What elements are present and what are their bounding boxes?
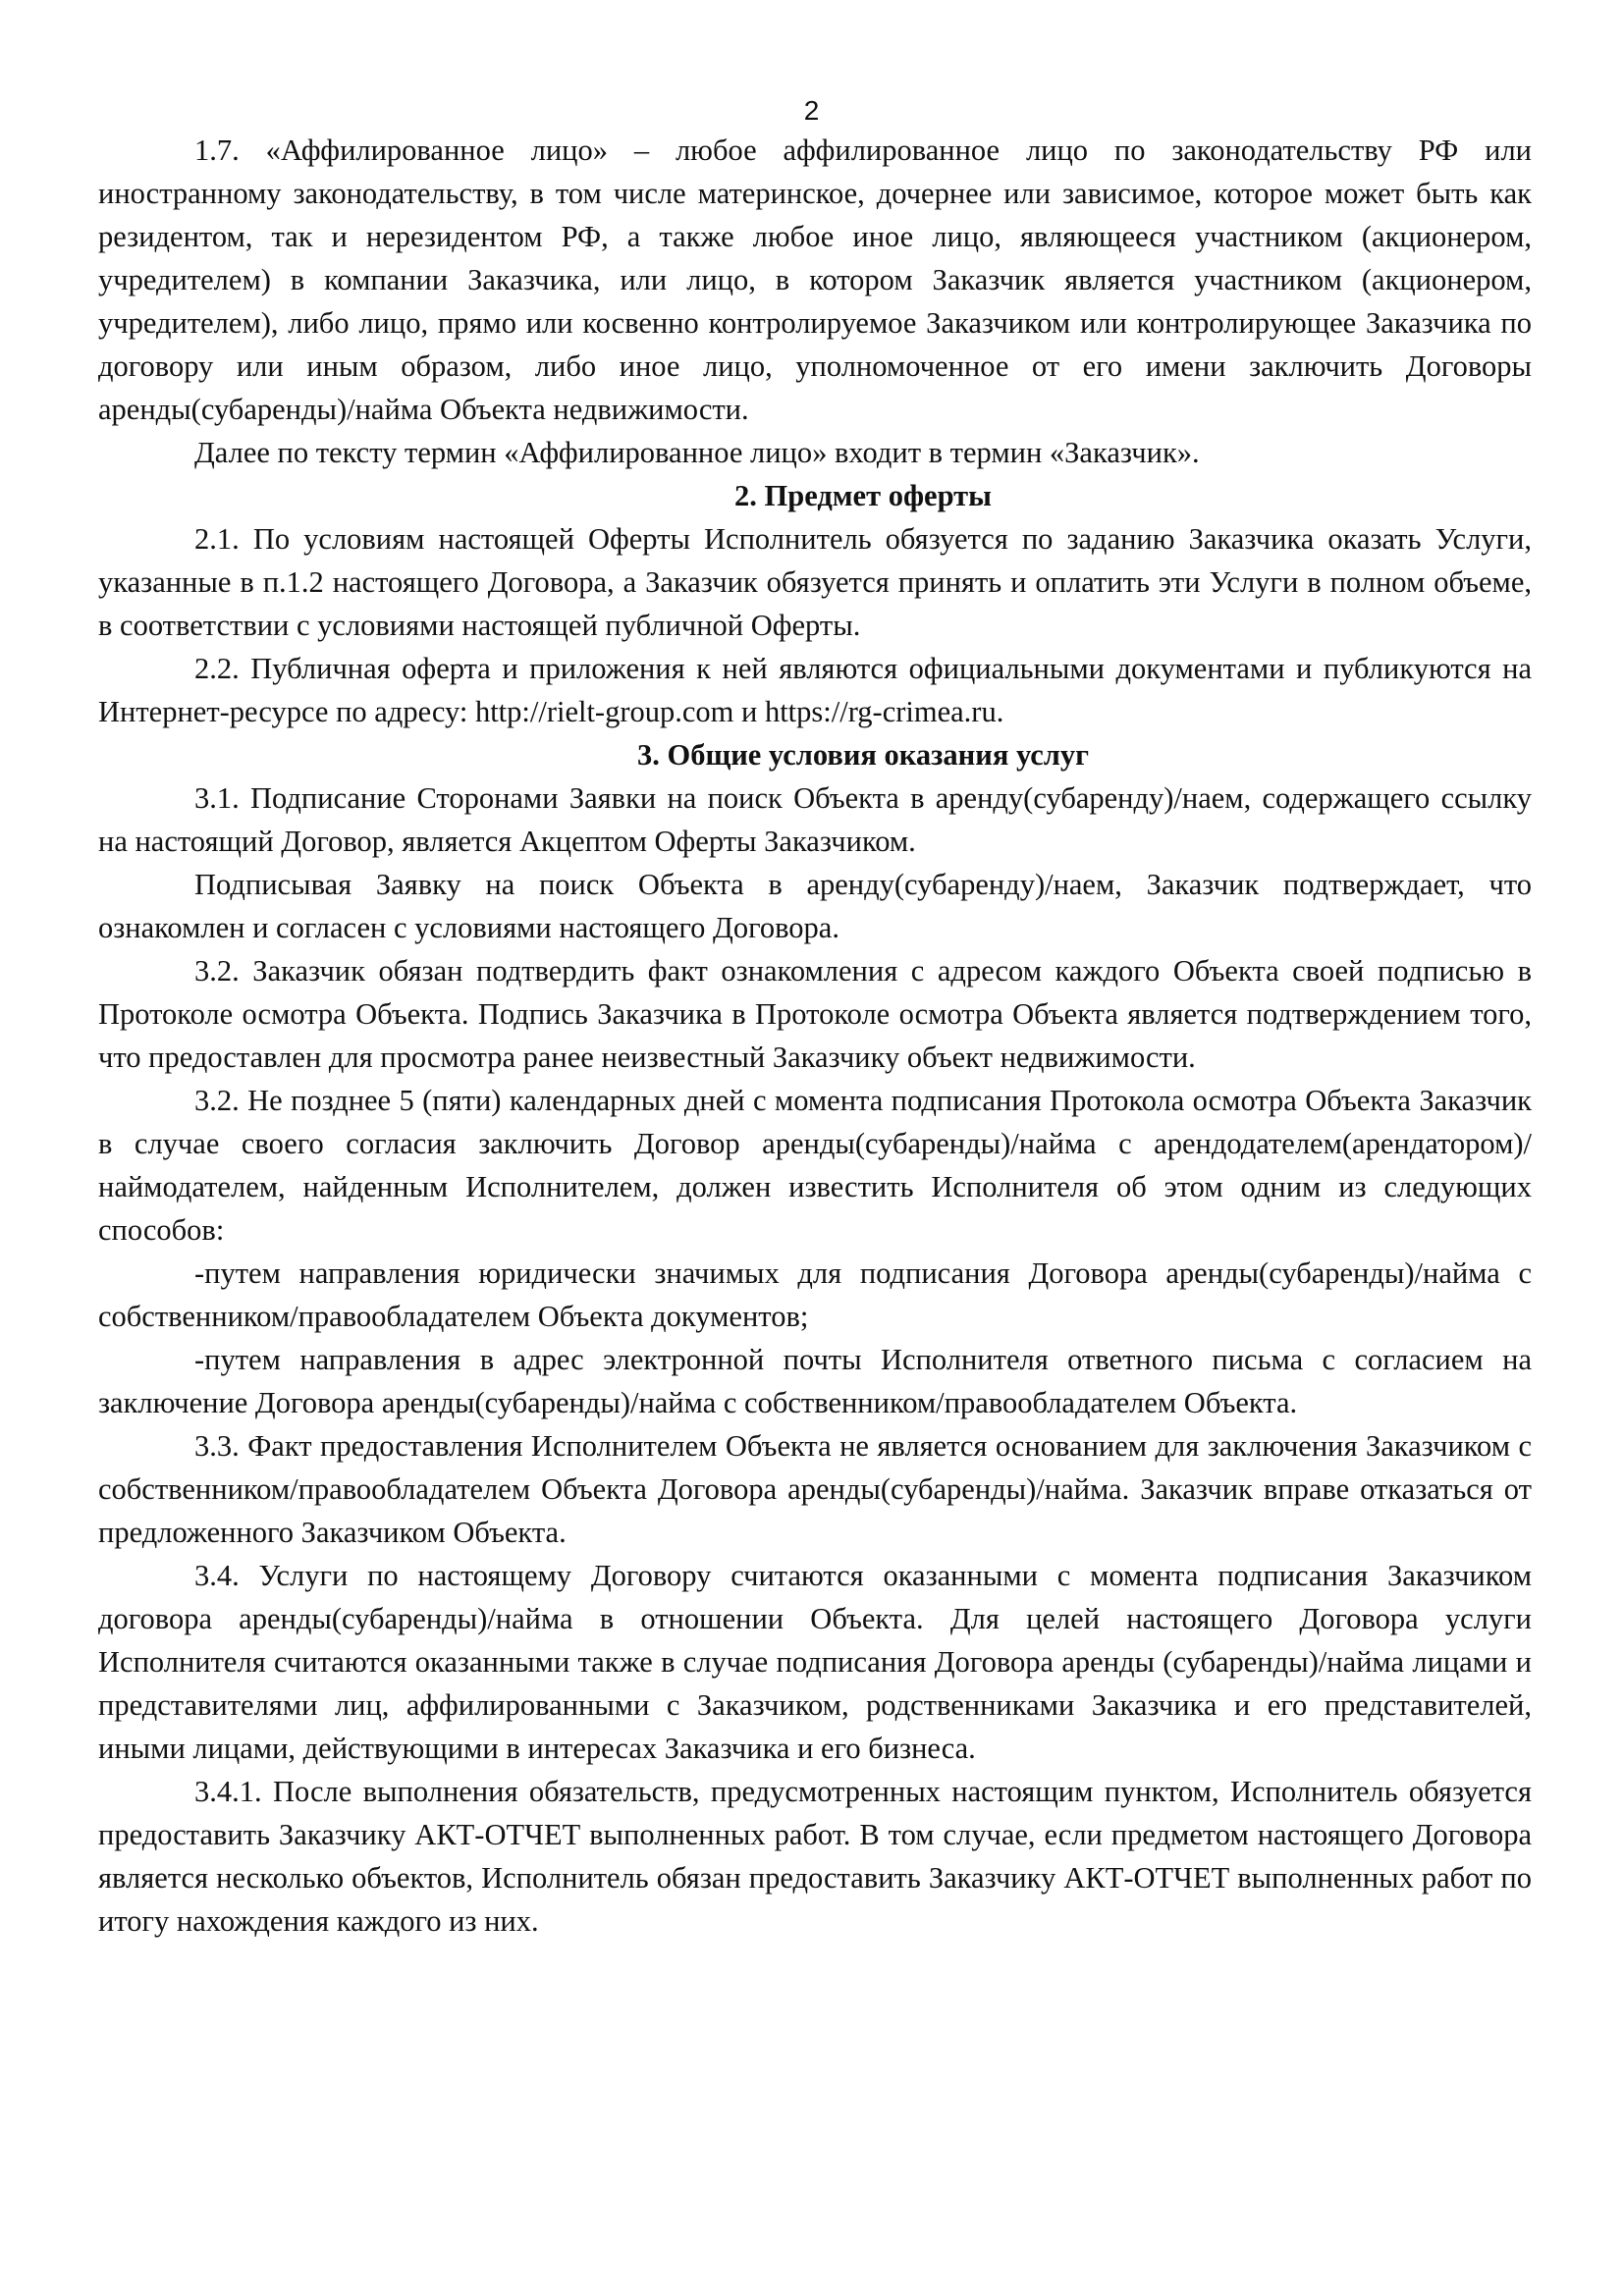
section-heading-2: 2. Предмет оферты bbox=[734, 479, 992, 512]
clause-2-1: 2.1. По условиям настоящей Оферты Исполнитель обязуется по заданию Заказчика оказать Услуги, указанные в п.1.2 настоящего Договора, а Заказчик обязуется принять и оплатить эти Услуги в полном объеме, в соответствии с условиями настоящей публичной Оферты. bbox=[98, 522, 1532, 642]
clause-3-4-1: 3.4.1. После выполнения обязательств, предусмотренных настоящим пунктом, Исполнитель обязуется предоставить Заказчику АКТ-ОТЧЕТ выполненных работ. В том случае, если предметом настоящего Договора является несколько объектов, Исполнитель обязан предоставить Заказчику АКТ-ОТЧЕТ выполненных работ по итогу нахождения каждого из них. bbox=[98, 1775, 1532, 1938]
clause-3-2-b: 3.2. Не позднее 5 (пяти) календарных дней с момента подписания Протокола осмотра Объекта Заказчик в случае своего согласия заключить Договор аренды(субаренды)/найма с арендодателем(арендатором)/наймодателем, найденным Исполнителем, должен известить Исполнителя об этом одним из следующих способов: bbox=[98, 1084, 1532, 1247]
clause-3-2-option-1: -путем направления юридически значимых для подписания Договора аренды(субаренды)/найма с собственником/правообладателем Объекта документов; bbox=[98, 1256, 1532, 1333]
clause-3-3: 3.3. Факт предоставления Исполнителем Объекта не является основанием для заключения Заказчиком с собственником/правообладателем Объекта Договора аренды(субаренды)/найма. Заказчик вправе отказаться от предложенного Заказчиком Объекта. bbox=[98, 1429, 1532, 1549]
section-heading-3: 3. Общие условия оказания услуг bbox=[636, 738, 1090, 772]
clause-2-2: 2.2. Публичная оферта и приложения к ней являются официальными документами и публикуются на Интернет-ресурсе по адресу: http://rielt-group.com и https://rg-crimea.ru. bbox=[98, 652, 1532, 728]
clause-3-2-a: 3.2. Заказчик обязан подтвердить факт ознакомления с адресом каждого Объекта своей подписью в Протоколе осмотра Объекта. Подпись Заказчика в Протоколе осмотра Объекта является подтверждением того, что предоставлен для просмотра ранее неизвестный Заказчику объект недвижимости. bbox=[98, 954, 1532, 1074]
clause-3-2-option-2: -путем направления в адрес электронной почты Исполнителя ответного письма с согласием на заключение Договора аренды(субаренды)/найма с собственником/правообладателем Объекта. bbox=[98, 1343, 1532, 1419]
clause-3-1-note: Подписывая Заявку на поиск Объекта в аренду(субаренду)/наем, Заказчик подтверждает, что ознакомлен и согласен с условиями настоящего Договора. bbox=[98, 868, 1532, 944]
clause-1-7: 1.7. «Аффилированное лицо» – любое аффилированное лицо по законодательству РФ или иностранному законодательству, в том числе материнское, дочернее или зависимое, которое может быть как резидентом, так и нерезидентом РФ, а также любое иное лицо, являющееся участником (акционером, учредителем) в компании Заказчика, или лицо, в котором Заказчик является участником (акционером, учредителем), либо лицо, прямо или косвенно контролируемое Заказчиком или контролирующее Заказчика по договору или иным образом, либо иное лицо, уполномоченное от его имени заключить Договоры аренды(субаренды)/найма Объекта недвижимости. bbox=[98, 133, 1532, 426]
document-body bbox=[98, 129, 1532, 1943]
clause-3-4: 3.4. Услуги по настоящему Договору считаются оказанными с момента подписания Заказчиком договора аренды(субаренды)/найма в отношении Объекта. Для целей настоящего Договора услуги Исполнителя считаются оказанными также в случае подписания Договора аренды (субаренды)/найма лицами и представителями лиц, аффилированными с Заказчиком, родственниками Заказчика и его представителей, иными лицами, действующими в интересах Заказчика и его бизнеса. bbox=[98, 1559, 1532, 1765]
clause-3-1: 3.1. Подписание Сторонами Заявки на поиск Объекта в аренду(субаренду)/наем, содержащего ссылку на настоящий Договор, является Акцептом Оферты Заказчиком. bbox=[98, 781, 1532, 858]
clause-1-7-note: Далее по тексту термин «Аффилированное лицо» входит в термин «Заказчик». bbox=[194, 436, 1200, 469]
page-number: 2 bbox=[803, 95, 820, 126]
